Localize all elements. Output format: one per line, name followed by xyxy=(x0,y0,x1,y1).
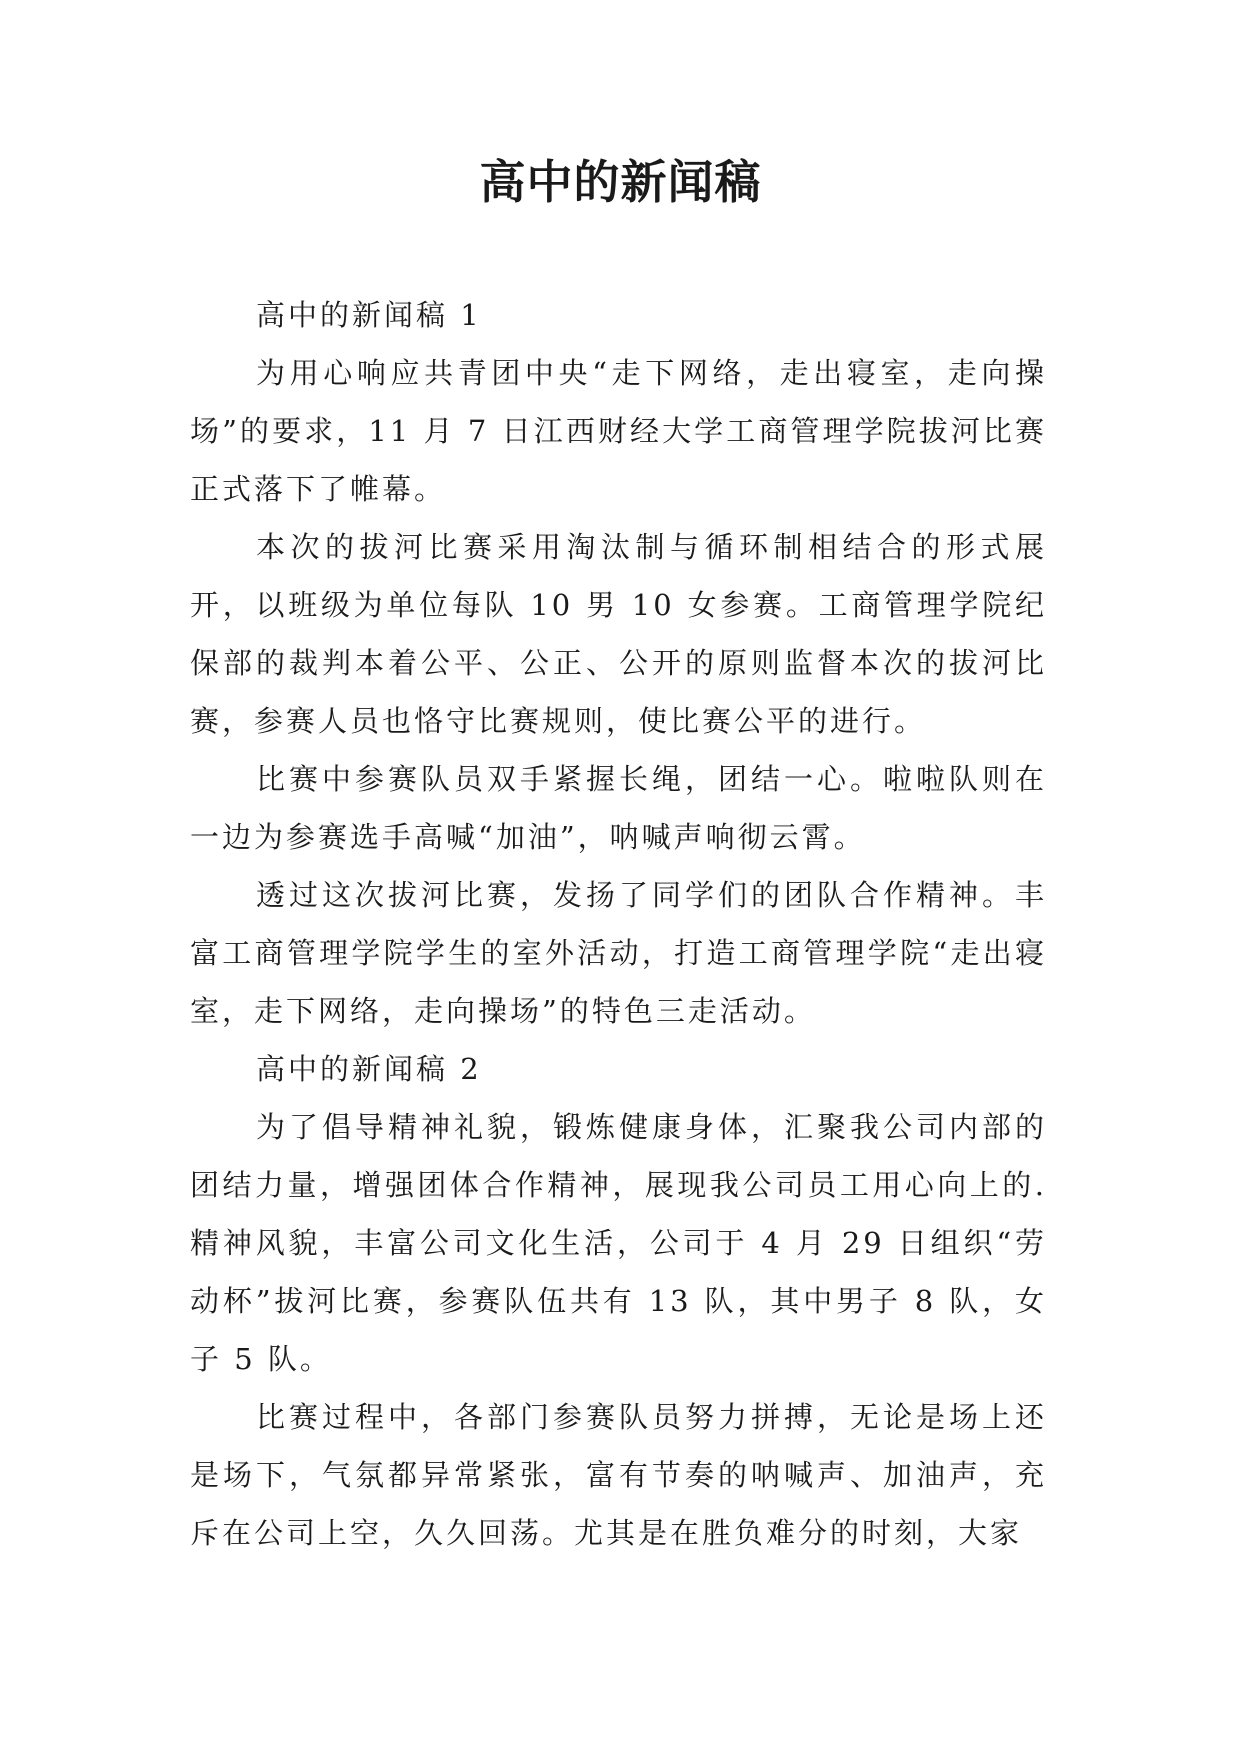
section-heading-2: 高中的新闻稿 2 xyxy=(256,1052,482,1086)
paragraph: 为了倡导精神礼貌，锻炼健康身体，汇聚我公司内部的团结力量，增强团体合作精神，展现我公司员工用心向上的.精神风貌，丰富公司文化生活，公司于 4 月 29 日组织“劳动杯”拔河比赛，参赛队伍共有 13 队，其中男子 8 队，女子 5 队。 xyxy=(190,1110,1047,1376)
section-heading-1: 高中的新闻稿 1 xyxy=(256,298,482,332)
document-title: 高中的新闻稿 xyxy=(479,155,762,209)
paragraph: 透过这次拔河比赛，发扬了同学们的团队合作精神。丰富工商管理学院学生的室外活动，打造工商管理学院“走出寝室，走下网络，走向操场”的特色三走活动。 xyxy=(190,878,1047,1028)
paragraph: 比赛中参赛队员双手紧握长绳，团结一心。啦啦队则在一边为参赛选手高喊“加油”，呐喊声响彻云霄。 xyxy=(190,762,1047,854)
document-body xyxy=(190,286,1047,1562)
paragraph: 比赛过程中，各部门参赛队员努力拼搏，无论是场上还是场下，气氛都异常紧张，富有节奏的呐喊声、加油声，充斥在公司上空，久久回荡。尤其是在胜负难分的时刻，大家 xyxy=(190,1400,1047,1550)
paragraph: 为用心响应共青团中央“走下网络，走出寝室，走向操场”的要求，11 月 7 日江西财经大学工商管理学院拔河比赛正式落下了帷幕。 xyxy=(190,356,1047,506)
paragraph: 本次的拔河比赛采用淘汰制与循环制相结合的形式展开，以班级为单位每队 10 男 10 女参赛。工商管理学院纪保部的裁判本着公平、公正、公开的原则监督本次的拔河比赛，参赛人员也恪守比赛规则，使比赛公平的进行。 xyxy=(190,530,1047,738)
